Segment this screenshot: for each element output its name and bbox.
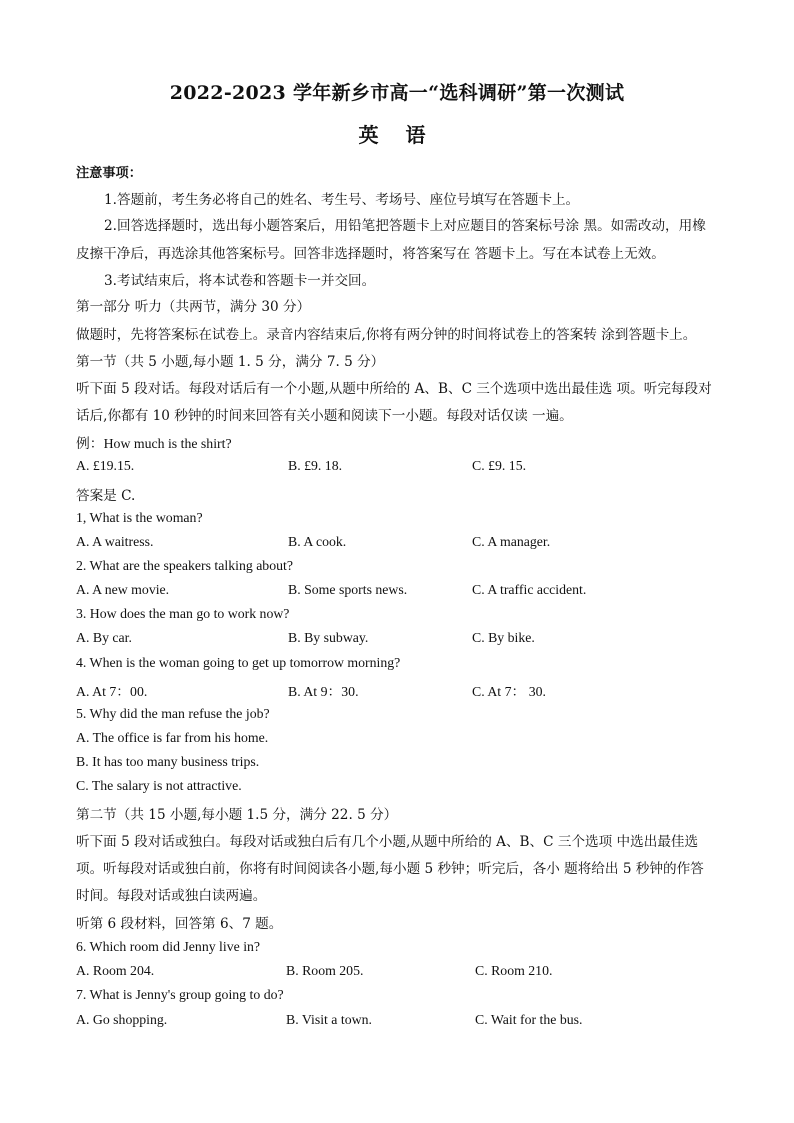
example-option-b: B. £9. 18. xyxy=(288,458,343,473)
note-1: 1.答题前，考生务必将自己的姓名、考生号、考场号、座位号填写在答题卡上。 xyxy=(104,192,580,208)
option-b: B. Some sports news. xyxy=(288,582,408,597)
option-b: B. At 9：30. xyxy=(288,684,359,699)
question-stem: 2. What are the speakers talking about? xyxy=(76,558,293,573)
example-answer: 答案是 C. xyxy=(76,488,136,504)
option-a: A. Go shopping. xyxy=(76,1012,168,1027)
notes-heading: 注意事项： xyxy=(76,166,142,181)
section2-instructions-line-1: 听下面 5 段对话或独白。每段对话或独白后有几个小题,从题中所给的 A、B、C 三个选项 中选出最佳选 xyxy=(76,834,699,850)
part1-heading: 第一部分 听力（共两节，满分 30 分） xyxy=(76,299,311,315)
option-a: A. The office is far from his home. xyxy=(76,730,269,745)
option-b: B. Room 205. xyxy=(286,963,364,978)
exam-title: 2022-2023 学年新乡市高一“选科调研”第一次测试 xyxy=(169,82,625,104)
section1-instructions-line-1: 听下面 5 段对话。每段对话后有一个小题,从题中所给的 A、B、C 三个选项中选出最佳选 项。听完每段对 xyxy=(76,381,712,397)
option-b: B. A cook. xyxy=(288,534,347,549)
note-2-line-2: 皮擦干净后，再选涂其他答案标号。回答非选择题时，将答案写在 答题卡上。写在本试卷上无效。 xyxy=(76,246,665,262)
question-stem: 1, What is the woman? xyxy=(76,510,203,525)
option-a: A. Room 204. xyxy=(76,963,155,978)
note-3: 3.考试结束后，将本试卷和答题卡一并交回。 xyxy=(104,273,376,289)
option-c: C. A manager. xyxy=(472,534,551,549)
option-b: B. It has too many business trips. xyxy=(76,754,260,769)
section1-heading: 第一节（共 5 小题,每小题 1. 5 分，满分 7. 5 分） xyxy=(76,354,385,370)
option-c: C. Wait for the bus. xyxy=(475,1012,583,1027)
option-c: C. Room 210. xyxy=(475,963,553,978)
option-c: C. By bike. xyxy=(472,630,535,645)
section2-instructions-line-2: 项。听每段对话或独白前，你将有时间阅读各小题,每小题 5 秒钟；听完后，各小 题将给出 5 秒钟的作答 xyxy=(76,861,704,877)
option-a: A. A new movie. xyxy=(76,582,170,597)
question-stem: 4. When is the woman going to get up tomorrow morning? xyxy=(76,655,401,670)
section2-heading: 第二节（共 15 小题,每小题 1.5 分，满分 22. 5 分） xyxy=(76,807,398,823)
example-question: 例：How much is the shirt? xyxy=(76,436,232,451)
option-b: B. By subway. xyxy=(288,630,369,645)
subject-title: 英 语 xyxy=(358,123,436,147)
section2-instructions-line-3: 时间。每段对话或独白读两遍。 xyxy=(76,888,267,904)
option-c: C. The salary is not attractive. xyxy=(76,778,242,793)
option-a: A. At 7：00. xyxy=(76,684,148,699)
option-b: B. Visit a town. xyxy=(286,1012,372,1027)
material-6-heading: 听第 6 段材料，回答第 6、7 题。 xyxy=(76,916,283,932)
note-2-line-1: 2.回答选择题时，选出每小题答案后，用铅笔把答题卡上对应题目的答案标号涂 黑。如需改动，用橡 xyxy=(104,218,706,234)
part1-instructions: 做题时，先将答案标在试卷上。录音内容结束后,你将有两分钟的时间将试卷上的答案转 涂到答题卡上。 xyxy=(76,327,697,343)
question-stem: 6. Which room did Jenny live in? xyxy=(76,939,261,954)
question-stem: 3. How does the man go to work now? xyxy=(76,606,290,621)
example-option-a: A. £19.15. xyxy=(76,458,135,473)
option-c: C. A traffic accident. xyxy=(472,582,587,597)
option-c: C. At 7： 30. xyxy=(472,684,546,699)
option-a: A. A waitress. xyxy=(76,534,154,549)
option-a: A. By car. xyxy=(76,630,132,645)
question-stem: 7. What is Jenny's group going to do? xyxy=(76,987,284,1002)
example-option-c: C. £9. 15. xyxy=(472,458,527,473)
question-stem: 5. Why did the man refuse the job? xyxy=(76,706,270,721)
section1-instructions-line-2: 话后,你都有 10 秒钟的时间来回答有关小题和阅读下一小题。每段对话仅读 一遍。 xyxy=(76,408,573,424)
